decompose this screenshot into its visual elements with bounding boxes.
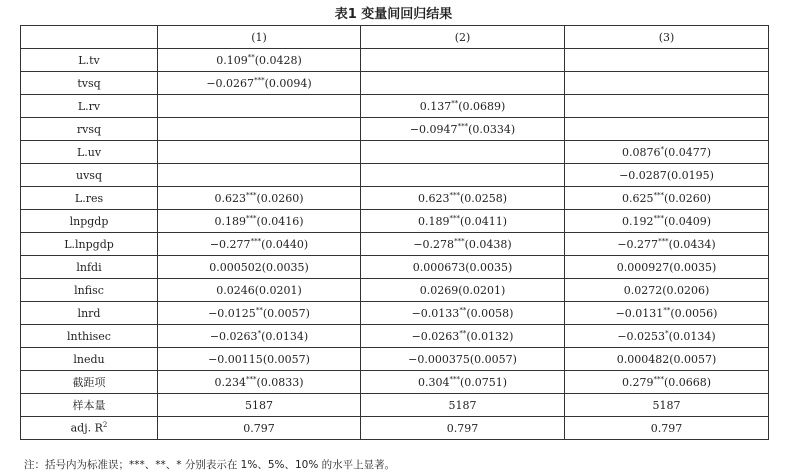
row-label-text: lnpgdp [69, 214, 109, 228]
coefficient: −0.0287 [619, 168, 667, 182]
table-cell [565, 141, 769, 164]
row-label-text: rvsq [76, 122, 102, 136]
table-row [21, 325, 769, 348]
standard-error: (0.0201) [254, 283, 302, 297]
standard-error: (0.0411) [459, 214, 508, 228]
standard-error: (0.0035) [669, 260, 717, 274]
coefficient: 0.192 [621, 214, 654, 228]
row-label-text: L.lnpgdp [64, 237, 114, 251]
coefficient: 0.623 [214, 191, 246, 205]
standard-error: (0.0833) [256, 375, 304, 389]
row-label [21, 348, 158, 371]
table-cell [565, 325, 769, 348]
coefficient: −0.0131 [615, 306, 664, 320]
standard-error: (0.0434) [668, 237, 716, 251]
table-cell [565, 233, 769, 256]
standard-error: (0.0477) [663, 145, 712, 159]
table-row [21, 417, 769, 440]
row-label [21, 394, 158, 417]
table-cell [565, 118, 769, 141]
standard-error: (0.0035) [465, 260, 513, 274]
coefficient: 5187 [652, 398, 681, 412]
table-cell [361, 417, 565, 440]
coefficient: 0.000502 [209, 260, 262, 274]
standard-error: (0.0428) [254, 53, 302, 67]
table-row [21, 72, 769, 95]
row-label-text: 截距项 [72, 376, 106, 389]
table-row [21, 394, 769, 417]
significance-stars: ** [247, 52, 255, 61]
standard-error: (0.0201) [458, 283, 506, 297]
coefficient: 0.109 [216, 53, 248, 67]
table-row [21, 141, 769, 164]
table-cell [158, 302, 361, 325]
significance-stars: * [660, 144, 664, 153]
coefficient: 0.234 [214, 375, 246, 389]
significance-stars: *** [653, 213, 664, 222]
table-cell [361, 210, 565, 233]
row-label-text: lnedu [73, 352, 105, 366]
table-cell [565, 371, 769, 394]
table-cell [565, 210, 769, 233]
table-cell [158, 72, 361, 95]
coefficient: −0.0125 [208, 306, 256, 320]
header-cell-variable [21, 26, 158, 49]
table-row [21, 371, 769, 394]
row-label [21, 302, 158, 325]
row-label [21, 118, 158, 141]
standard-error: (0.0132) [466, 329, 514, 343]
table-title: 表1 变量间回归结果 [334, 7, 453, 22]
standard-error: (0.0689) [458, 99, 506, 113]
row-label-text: lnthisec [67, 329, 111, 343]
coefficient: 5187 [448, 398, 477, 412]
standard-error: (0.0334) [468, 122, 516, 136]
table-cell [158, 210, 361, 233]
standard-error: (0.0057) [262, 352, 310, 366]
coefficient: −0.0267 [206, 76, 255, 90]
coefficient: 0.000482 [616, 352, 670, 366]
table-cell [361, 279, 565, 302]
row-label-text: 样本量 [72, 399, 106, 412]
row-label [21, 141, 158, 164]
coefficient: 5187 [245, 398, 273, 412]
table-cell [565, 72, 769, 95]
table-cell [158, 417, 361, 440]
coefficient: 0.0876 [621, 145, 661, 159]
table-cell [361, 118, 565, 141]
table-cell [565, 348, 769, 371]
row-label-text: lnfdi [76, 260, 102, 274]
significance-stars: *** [254, 75, 265, 84]
table-cell [361, 72, 565, 95]
row-label-text: L.res [74, 191, 104, 205]
standard-error: (0.0035) [261, 260, 309, 274]
table-cell [361, 233, 565, 256]
significance-stars: * [665, 328, 669, 337]
row-label [21, 233, 158, 256]
table-cell [361, 164, 565, 187]
significance-stars: *** [449, 374, 460, 383]
regression-table [20, 25, 769, 440]
coefficient: 0.137 [419, 99, 452, 113]
table-cell [158, 256, 361, 279]
coefficient: 0.304 [417, 375, 450, 389]
significance-stars: *** [653, 374, 664, 383]
table-cell [158, 118, 361, 141]
table-row [21, 233, 769, 256]
standard-error: (0.0058) [466, 306, 514, 320]
table-cell [565, 95, 769, 118]
standard-error: (0.0134) [668, 329, 716, 343]
table-cell [361, 302, 565, 325]
standard-error: (0.0195) [666, 168, 714, 182]
significance-stars: ** [663, 305, 671, 314]
significance-stars: *** [457, 121, 469, 130]
table-cell [158, 141, 361, 164]
coefficient: −0.277 [617, 237, 659, 251]
table-cell [565, 302, 769, 325]
table-cell [158, 187, 361, 210]
coefficient: −0.0263 [411, 329, 460, 343]
table-cell [361, 325, 565, 348]
coefficient: 0.000927 [616, 260, 670, 274]
standard-error: (0.0206) [662, 283, 710, 297]
standard-error: (0.0260) [663, 191, 712, 205]
table-row [21, 118, 769, 141]
header-cell-model-3: (3) [565, 26, 769, 49]
row-label [21, 279, 158, 302]
table-row [21, 348, 769, 371]
coefficient: 0.279 [621, 375, 654, 389]
table-cell [158, 233, 361, 256]
significance-stars: *** [250, 236, 262, 245]
row-label-text: L.tv [78, 53, 100, 67]
coefficient: 0.625 [621, 191, 654, 205]
table-row [21, 187, 769, 210]
standard-error: (0.0751) [459, 375, 508, 389]
coefficient: −0.00115 [208, 352, 263, 366]
table-note: 注：括号内为标准误；***、**、* 分别表示在 1%、5%、10% 的水平上显著。 [24, 459, 396, 471]
standard-error: (0.0668) [663, 375, 712, 389]
significance-stars: *** [653, 190, 664, 199]
significance-stars: *** [245, 374, 257, 383]
row-label [21, 325, 158, 348]
row-label-text: adj. R [70, 421, 103, 435]
standard-error: (0.0094) [264, 76, 312, 90]
row-label-text: tvsq [77, 76, 101, 90]
standard-error: (0.0416) [256, 214, 304, 228]
table-cell [361, 348, 565, 371]
row-label-superscript: 2 [102, 421, 108, 430]
row-label-text: uvsq [76, 168, 102, 182]
significance-stars: *** [449, 190, 460, 199]
table-cell [158, 325, 361, 348]
header-cell-model-2: (2) [361, 26, 565, 49]
coefficient: 0.797 [446, 421, 479, 435]
row-label [21, 49, 158, 72]
coefficient: −0.278 [413, 237, 455, 251]
coefficient: 0.0272 [623, 283, 663, 297]
standard-error: (0.0134) [261, 329, 309, 343]
coefficient: 0.0269 [419, 283, 459, 297]
coefficient: −0.0263 [209, 329, 258, 343]
row-label [21, 371, 158, 394]
table-row [21, 256, 769, 279]
table-row [21, 210, 769, 233]
significance-stars: ** [459, 305, 467, 314]
significance-stars: * [257, 328, 262, 337]
row-label [21, 72, 158, 95]
table-cell [565, 394, 769, 417]
table-cell [158, 95, 361, 118]
table-cell [565, 279, 769, 302]
coefficient: −0.000375 [408, 352, 470, 366]
table-cell [565, 164, 769, 187]
row-label-text: lnrd [77, 306, 101, 320]
table-cell [158, 164, 361, 187]
coefficient: −0.0133 [411, 306, 460, 320]
table-cell [361, 394, 565, 417]
table-cell [361, 49, 565, 72]
row-label [21, 95, 158, 118]
table-body [21, 49, 769, 440]
table-cell [565, 417, 769, 440]
table-cell [565, 187, 769, 210]
coefficient: 0.623 [417, 191, 450, 205]
coefficient: −0.0253 [617, 329, 666, 343]
significance-stars: ** [255, 305, 263, 314]
coefficient: 0.797 [243, 421, 275, 435]
significance-stars: ** [459, 328, 467, 337]
coefficient: 0.189 [214, 214, 246, 228]
standard-error: (0.0057) [669, 352, 717, 366]
table-cell [158, 279, 361, 302]
table-cell [361, 371, 565, 394]
coefficient: 0.797 [650, 421, 683, 435]
row-label-text: L.rv [77, 99, 101, 113]
standard-error: (0.0409) [663, 214, 712, 228]
table-cell [158, 49, 361, 72]
row-label [21, 256, 158, 279]
row-label [21, 417, 158, 440]
header-row [21, 26, 769, 49]
row-label [21, 210, 158, 233]
significance-stars: *** [449, 213, 460, 222]
table-cell [158, 371, 361, 394]
table-cell [361, 256, 565, 279]
significance-stars: *** [454, 236, 465, 245]
coefficient: −0.0947 [409, 122, 458, 136]
row-label-text: L.uv [76, 145, 102, 159]
coefficient: 0.000673 [412, 260, 466, 274]
coefficient: 0.189 [417, 214, 450, 228]
standard-error: (0.0056) [670, 306, 718, 320]
row-label [21, 164, 158, 187]
row-label [21, 187, 158, 210]
standard-error: (0.0438) [464, 237, 512, 251]
table-cell [361, 95, 565, 118]
standard-error: (0.0258) [459, 191, 508, 205]
coefficient: −0.277 [209, 237, 251, 251]
significance-stars: *** [658, 236, 669, 245]
table-cell [158, 394, 361, 417]
table-cell [361, 141, 565, 164]
significance-stars: *** [245, 213, 257, 222]
header-cell-model-1: (1) [158, 26, 361, 49]
coefficient: 0.0246 [216, 283, 255, 297]
standard-error: (0.0440) [261, 237, 309, 251]
standard-error: (0.0057) [469, 352, 517, 366]
standard-error: (0.0260) [256, 191, 304, 205]
table-cell [565, 49, 769, 72]
row-label-text: lnfisc [74, 283, 104, 297]
table-row [21, 279, 769, 302]
table-row [21, 164, 769, 187]
table-cell [361, 187, 565, 210]
significance-stars: *** [245, 190, 257, 199]
table-row [21, 95, 769, 118]
table-row [21, 302, 769, 325]
table-row [21, 49, 769, 72]
table-cell [158, 348, 361, 371]
table-cell [565, 256, 769, 279]
standard-error: (0.0057) [262, 306, 310, 320]
significance-stars: ** [451, 98, 459, 107]
